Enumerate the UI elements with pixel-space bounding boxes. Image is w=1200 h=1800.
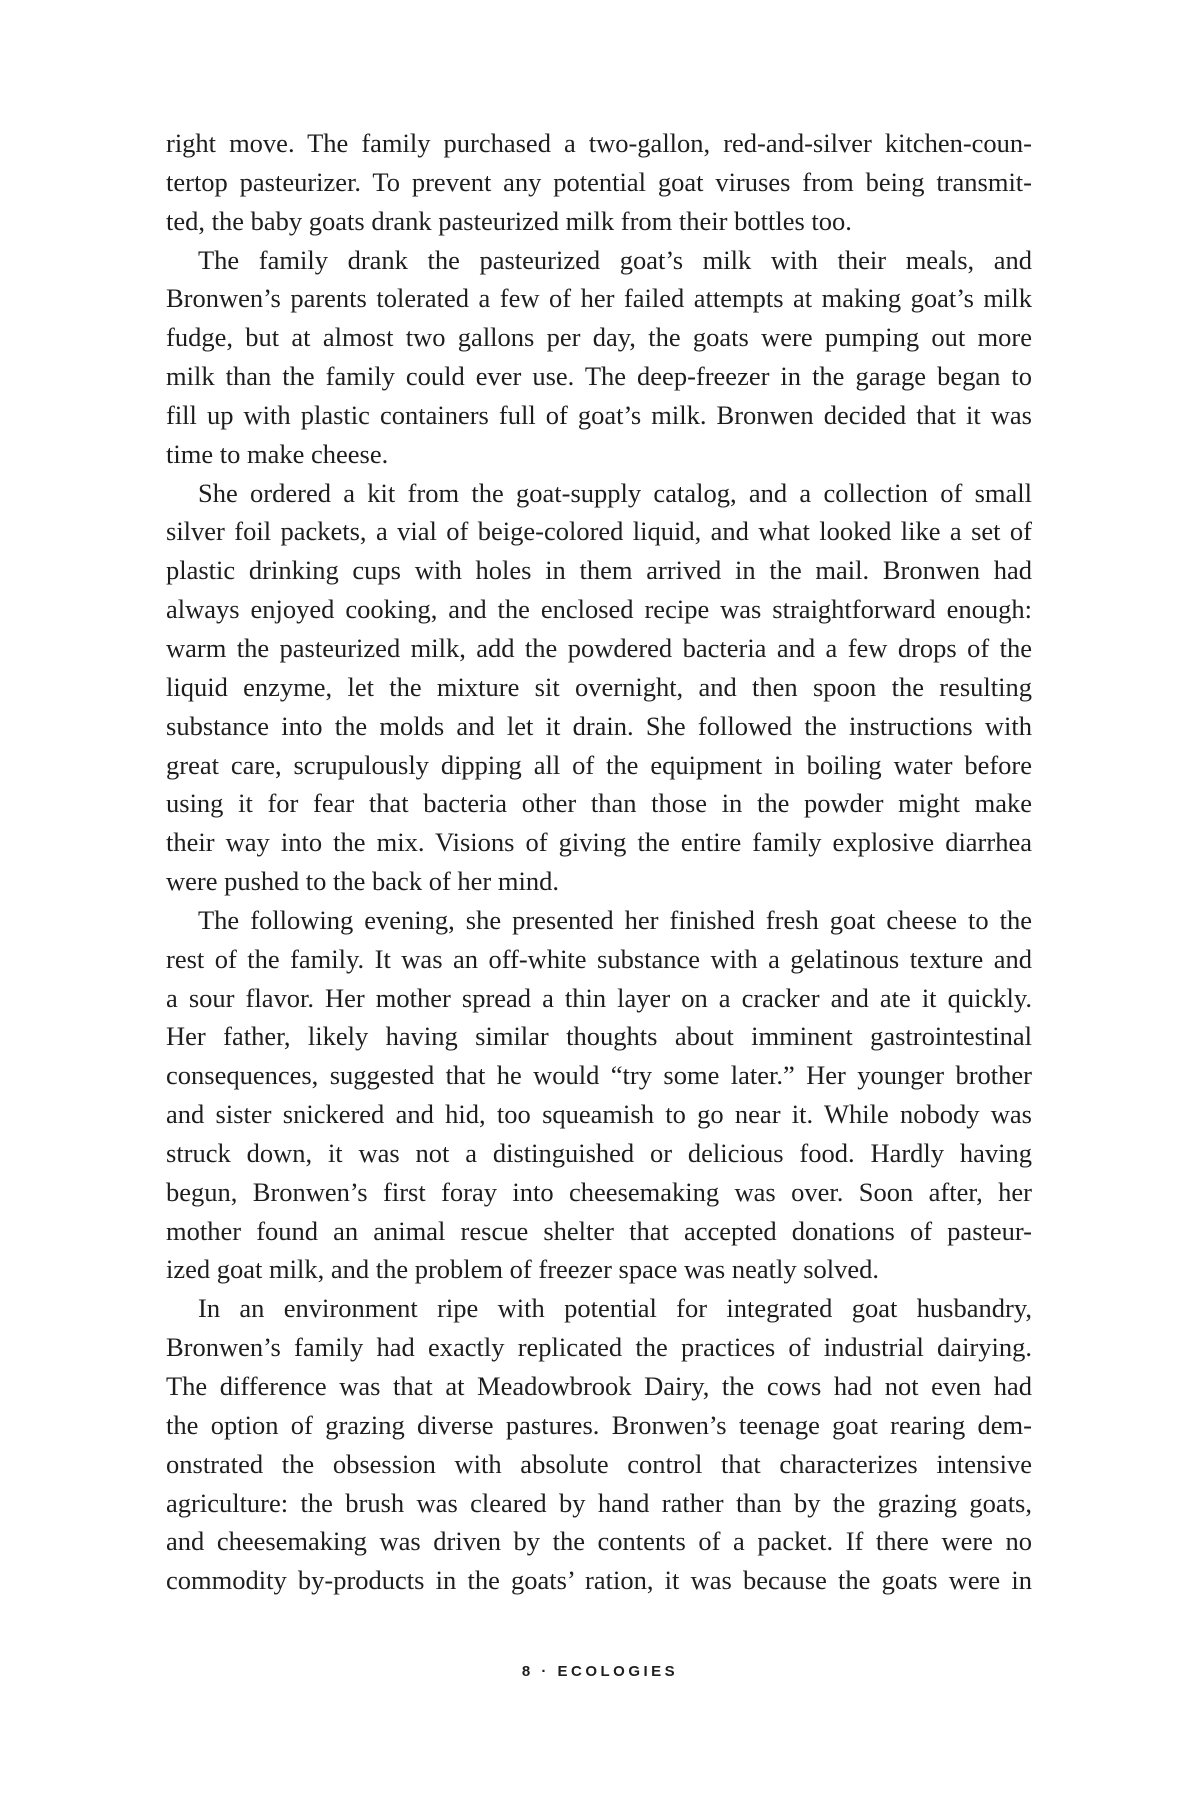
text-line: tertop pasteurizer. To prevent any potential goat viruses from being transmit-: [166, 166, 1032, 197]
text-line: the option of grazing diverse pastures. Bronwen’s teenage goat rearing dem-: [166, 1409, 1032, 1440]
text-line: a sour flavor. Her mother spread a thin layer on a cracker and ate it quickly.: [166, 982, 1032, 1013]
text-line: always enjoyed cooking, and the enclosed recipe was straightforward enough:: [166, 594, 1032, 625]
footer-separator: ·: [541, 1663, 550, 1680]
text-line: fill up with plastic containers full of goat’s milk. Bronwen decided that it was: [166, 399, 1032, 430]
page-number: 8: [521, 1663, 534, 1680]
text-line: ted, the baby goats drank pasteurized milk from their bottles too.: [166, 205, 852, 236]
text-line: consequences, suggested that he would “try some later.” Her younger brother: [166, 1060, 1032, 1091]
text-line: Bronwen’s parents tolerated a few of her failed attempts at making goat’s milk: [166, 283, 1032, 314]
text-line: warm the pasteurized milk, add the powdered bacteria and a few drops of the: [166, 632, 1032, 663]
page-footer: [0, 1663, 1200, 1680]
text-line: were pushed to the back of her mind.: [166, 866, 559, 897]
text-line: liquid enzyme, let the mixture sit overnight, and then spoon the resulting: [166, 671, 1032, 702]
text-line: using it for fear that bacteria other than those in the powder might make: [166, 788, 1032, 819]
text-line: agriculture: the brush was cleared by hand rather than by the grazing goats,: [166, 1487, 1032, 1518]
text-line: mother found an animal rescue shelter that accepted donations of pasteur-: [166, 1215, 1032, 1246]
text-line: onstrated the obsession with absolute control that characterizes intensive: [166, 1448, 1032, 1479]
body-text: [166, 124, 1032, 1600]
text-line: ized goat milk, and the problem of freezer space was neatly solved.: [166, 1254, 880, 1285]
text-line: commodity by-products in the goats’ ration, it was because the goats were in: [166, 1565, 1032, 1596]
text-line: Her father, likely having similar thoughts about imminent gastrointestinal: [166, 1021, 1032, 1052]
text-line: plastic drinking cups with holes in them arrived in the mail. Bronwen had: [166, 555, 1032, 586]
text-line: and sister snickered and hid, too squeamish to go near it. While nobody was: [166, 1099, 1032, 1130]
text-line: The following evening, she presented her finished fresh goat cheese to the: [198, 904, 1032, 935]
text-line: time to make cheese.: [166, 438, 389, 469]
text-line: She ordered a kit from the goat-supply catalog, and a collection of small: [198, 477, 1032, 508]
text-line: silver foil packets, a vial of beige-colored liquid, and what looked like a set of: [166, 516, 1032, 547]
running-head: ECOLOGIES: [557, 1663, 679, 1680]
text-line: great care, scrupulously dipping all of the equipment in boiling water before: [166, 749, 1032, 780]
text-line: begun, Bronwen’s first foray into cheesemaking was over. Soon after, her: [166, 1176, 1032, 1207]
text-line: substance into the molds and let it drain. She followed the instructions with: [166, 710, 1032, 741]
text-line: their way into the mix. Visions of giving the entire family explosive diarrhea: [166, 827, 1032, 858]
text-line: milk than the family could ever use. The deep-freezer in the garage began to: [166, 361, 1032, 392]
text-line: The difference was that at Meadowbrook Dairy, the cows had not even had: [166, 1371, 1032, 1401]
text-line: rest of the family. It was an off-white substance with a gelatinous texture and: [166, 943, 1032, 974]
text-line: right move. The family purchased a two-gallon, red-and-silver kitchen-coun-: [166, 128, 1032, 158]
text-line: fudge, but at almost two gallons per day, the goats were pumping out more: [166, 322, 1032, 353]
text-line: The family drank the pasteurized goat’s milk with their meals, and: [198, 244, 1032, 275]
text-line: and cheesemaking was driven by the contents of a packet. If there were no: [166, 1526, 1032, 1557]
text-line: Bronwen’s family had exactly replicated the practices of industrial dairying.: [166, 1332, 1032, 1363]
text-line: In an environment ripe with potential for integrated goat husbandry,: [198, 1293, 1032, 1324]
text-line: struck down, it was not a distinguished or delicious food. Hardly having: [166, 1137, 1032, 1168]
